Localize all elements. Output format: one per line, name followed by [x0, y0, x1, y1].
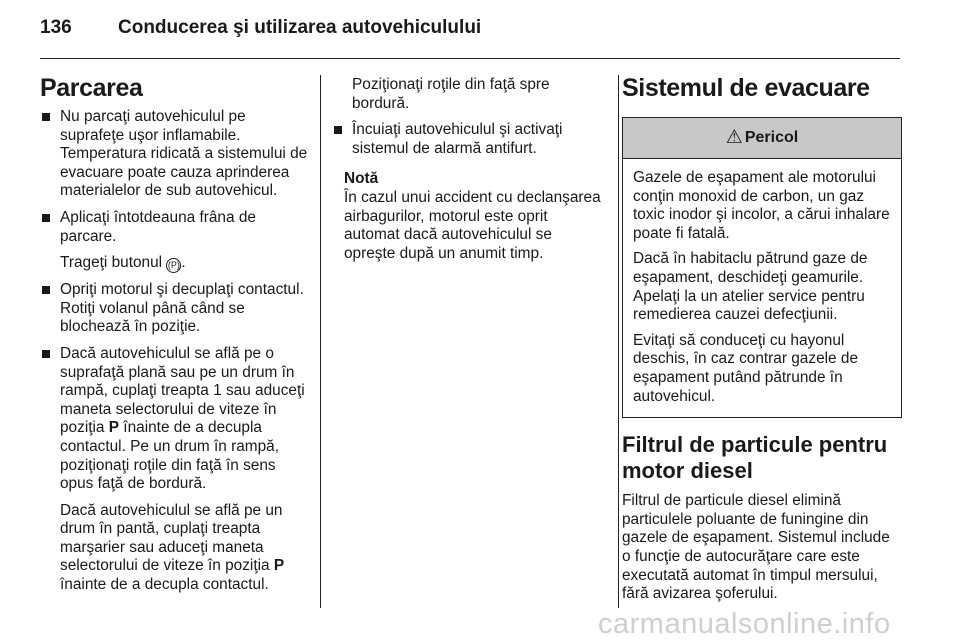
subsection-heading-diesel-filter: Filtrul de particule pentru motor diesel	[622, 432, 888, 484]
parking-bullet-list-cont	[332, 121, 607, 158]
chapter-title: Conducerea şi utilizarea autovehiculului	[118, 17, 482, 38]
middle-column	[332, 73, 607, 263]
danger-box-header	[623, 118, 901, 159]
danger-box	[622, 117, 902, 418]
list-item: Încuiaţi autovehiculul şi activaţi sistemul de alarmă antifurt.	[332, 121, 607, 158]
warning-triangle-icon: ⚠	[725, 126, 743, 148]
danger-paragraph: Dacă în habitaclu pătrund gaze de eşapament, deschideţi geamurile. Apelaţi la un atelier service pentru remedierea cauzei defecţiunii.	[633, 250, 868, 324]
left-column	[40, 73, 310, 603]
diesel-filter-paragraph: Filtrul de particule diesel elimină particulele poluante de funingine din gazele de eşapament. Sistemul include o funcţie de autocurăţare care este executată automat în timpul mersului, fără avizarea şoferului.	[622, 492, 890, 603]
page-header	[40, 13, 481, 43]
parking-bullet-list	[40, 108, 310, 595]
danger-paragraph: Gazele de eşapament ale motorului conţin monoxid de carbon, un gaz toxic inodor şi incolor, a cărui inhalare poate fi fatală.	[633, 169, 890, 242]
list-item: Dacă autovehiculul se află pe o suprafaţă plană sau pe un drum în rampă, cuplaţi treapta 1 sau aduceţi maneta selectorului de viteze în poziţia P înainte de a decupla contactul. Pe un drum în rampă, poziţionaţi roţile din faţă în sens opus faţă de bordură. Dacă autovehiculul se află pe un drum în pantă, cuplaţi treapta marşarier sau aduceţi maneta selectorului de viteze în poziţia P înainte de a decupla contactul.	[40, 345, 310, 595]
column-divider-right	[618, 75, 619, 608]
watermark-text: carmanualsonline.info	[598, 608, 891, 640]
list-item: Nu parcaţi autovehiculul pe suprafeţe uşor inflamabile. Temperatura ridicată a sistemului de evacuare poate cauza aprinderea materialelor de sub autovehicul.	[40, 108, 310, 201]
danger-paragraph: Evitaţi să conduceţi cu hayonul deschis, în caz contrar gazele de eşapament putând pătrunde în autovehicul.	[633, 331, 858, 405]
parking-brake-icon: (P)	[166, 258, 181, 273]
continued-bullet-text: Poziţionaţi roţile din faţă spre bordură.	[352, 76, 550, 112]
list-item-subtext: Trageţi butonul (P).	[60, 254, 186, 272]
note-block	[332, 170, 607, 263]
section-heading-exhaust: Sistemul de evacuare	[622, 74, 870, 102]
header-divider	[40, 58, 900, 59]
right-column	[622, 73, 902, 604]
list-item-subtext: Dacă autovehiculul se află pe un drum în pantă, cuplaţi treapta marşarier sau aduceţi maneta selectorului de viteze în poziţia P înainte de a decupla contactul.	[60, 501, 285, 594]
list-item: Opriţi motorul şi decuplaţi contactul. Rotiţi volanul până când se blochează în poziţie.	[40, 281, 310, 337]
page-number: 136	[40, 17, 72, 38]
list-item: Aplicaţi întotdeauna frâna de parcare. Trageţi butonul (P).	[40, 209, 310, 273]
column-divider-left	[320, 75, 321, 608]
note-text: În cazul unui accident cu declanşarea airbagurilor, motorul este oprit automat dacă autovehiculul se opreşte după un anumit timp.	[344, 188, 601, 262]
danger-title: Pericol	[744, 128, 799, 146]
danger-box-body	[623, 159, 901, 417]
section-heading-parcarea: Parcarea	[40, 74, 143, 102]
note-title: Notă	[344, 170, 379, 188]
